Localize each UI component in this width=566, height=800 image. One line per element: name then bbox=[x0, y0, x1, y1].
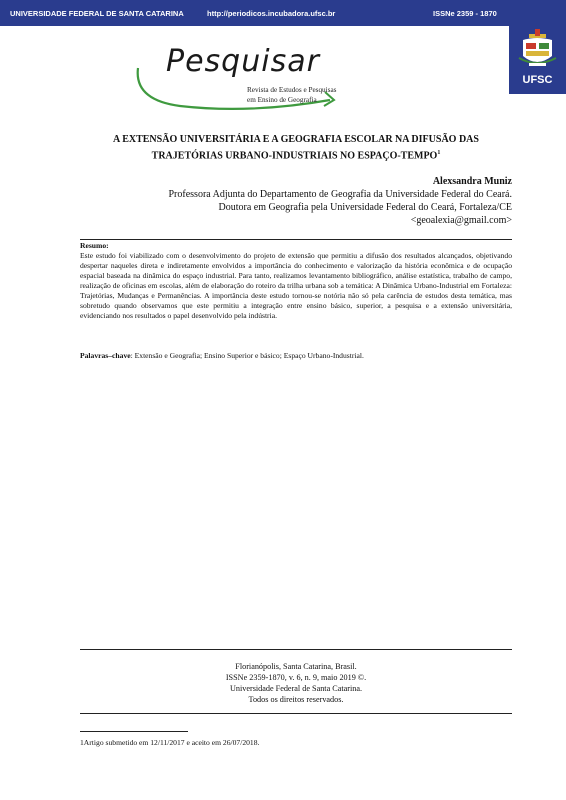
abstract-text: Este estudo foi viabilizado com o desenvolvimento do projeto de extensão que permitiu a difusão dos resultados alcançados, objetivando despertar naqueles direta e indiretamente envolvidos a importância do conhecimento e valorização da história econômica e de ocupação espacial baseada na dinâmica do espaço industrial. Para tanto, realizamos levantamento bibliográfico, análise estatística, trabalho de campo, realização de oficinas em escolas, além de elaboração do roteiro da trilha urbana sob a temática: A Dinâmica Urbano-Industrial em Fortaleza: Trajetórias, Mudanças e Permanências. A importância deste estudo tornou-se notória não só pela carência de estudos desta temática, mas sobretudo quando observamos que este permitiu a integração entre ensino básico, superior, a pesquisa e a extensão universitária, evidenciando nos resultados o papel desenvolvido pela indústria. bbox=[80, 251, 512, 320]
keywords-text: : Extensão e Geografia; Ensino Superior e básico; Espaço Urbano-Industrial. bbox=[130, 351, 364, 360]
ufsc-logo-text: UFSC bbox=[522, 74, 553, 86]
footer-line-4: Todos os direitos reservados. bbox=[248, 695, 344, 704]
author-email[interactable]: <geoalexia@gmail.com> bbox=[410, 215, 512, 226]
title-line-2-text: TRAJETÓRIAS URBANO-INDUSTRIAIS NO ESPAÇO-TEMPO bbox=[151, 149, 438, 161]
ufsc-logo bbox=[509, 26, 566, 94]
journal-header-bar bbox=[0, 0, 566, 26]
journal-url-link[interactable]: http://periodicos.incubadora.ufsc.br bbox=[207, 9, 336, 18]
footer-line-1: Florianópolis, Santa Catarina, Brasil. bbox=[235, 662, 357, 671]
abstract bbox=[80, 241, 512, 321]
abstract-top-rule bbox=[80, 239, 512, 240]
journal-subtitle-1: Revista de Estudos e Pesquisas bbox=[247, 86, 337, 94]
title-line-1: A EXTENSÃO UNIVERSITÁRIA E A GEOGRAFIA ESCOLAR NA DIFUSÃO DAS bbox=[113, 134, 479, 145]
journal-subtitle-2: em Ensino de Geografia bbox=[247, 96, 317, 104]
footnote: 1Artigo submetido em 12/11/2017 e aceito em 26/07/2018. bbox=[80, 738, 260, 747]
journal-name: Pesquisar bbox=[166, 44, 320, 79]
footer-top-rule bbox=[80, 649, 512, 650]
keywords-label: Palavras–chave bbox=[80, 351, 131, 360]
footnote-short-rule bbox=[80, 731, 188, 732]
abstract-label: Resumo: bbox=[80, 241, 109, 250]
journal-brand bbox=[130, 30, 370, 115]
title-footnote-mark[interactable]: 1 bbox=[437, 149, 441, 156]
publication-footer bbox=[80, 661, 512, 705]
footer-line-3: Universidade Federal de Santa Catarina. bbox=[229, 684, 363, 693]
author-degree: Doutora em Geografia pela Universidade Federal do Ceará, Fortaleza/CE bbox=[218, 202, 512, 213]
footnote-separator-rule bbox=[80, 713, 512, 714]
issn-label: ISSNe 2359 - 1870 bbox=[433, 9, 497, 18]
title-line-2 bbox=[80, 147, 512, 163]
keywords bbox=[80, 351, 512, 361]
author-affiliation: Professora Adjunta do Departamento de Geografia da Universidade Federal do Ceará. bbox=[168, 189, 512, 200]
university-name: UNIVERSIDADE FEDERAL DE SANTA CATARINA bbox=[10, 9, 184, 18]
article-title bbox=[80, 134, 512, 162]
footer-line-2: ISSNe 2359-1870, v. 6, n. 9, maio 2019 ©. bbox=[225, 673, 367, 682]
author-block bbox=[169, 175, 513, 227]
ufsc-emblem-icon bbox=[509, 26, 566, 76]
author-name: Alexsandra Muniz bbox=[432, 176, 512, 187]
